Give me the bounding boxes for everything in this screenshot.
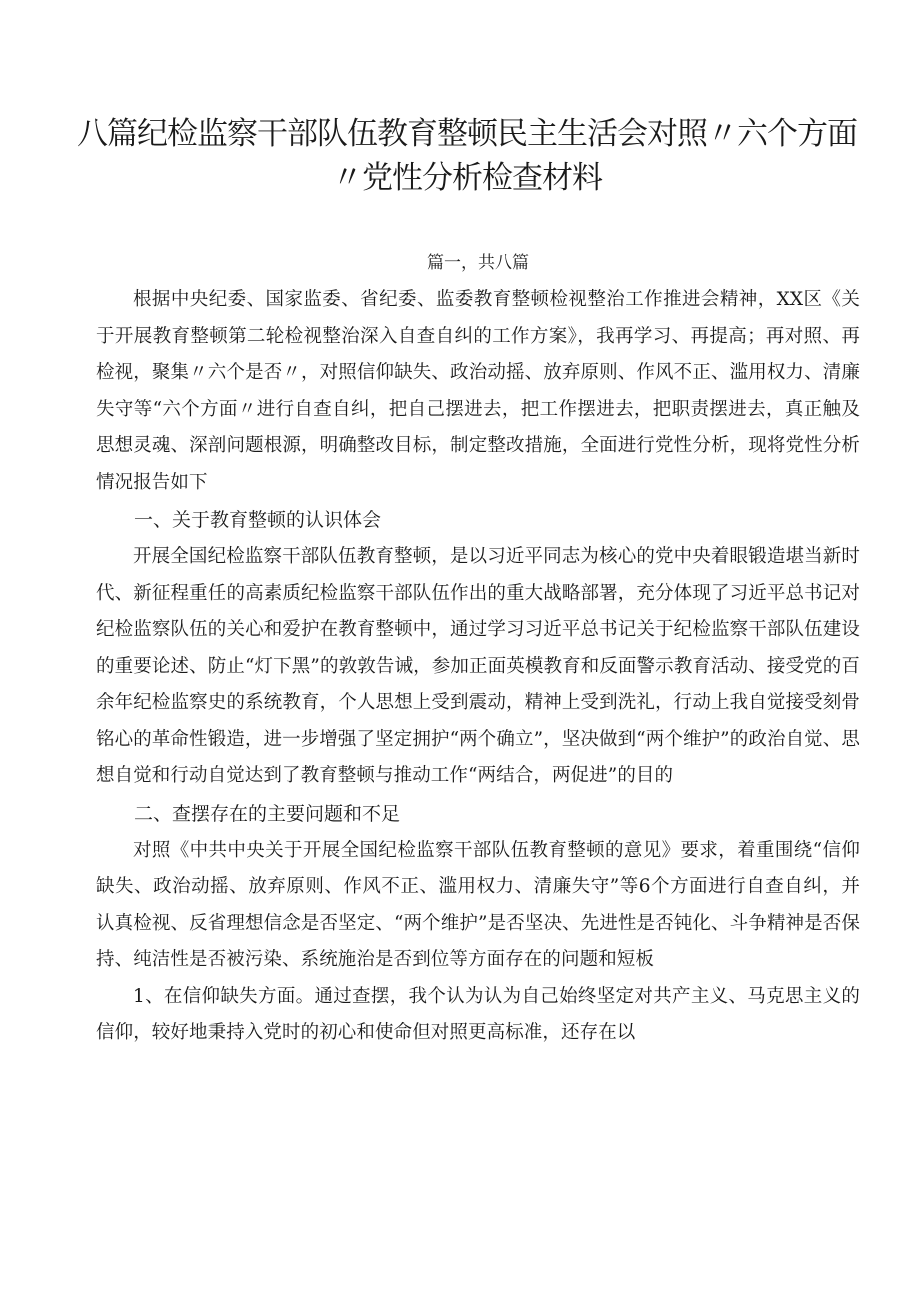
intro-paragraph: 根据中央纪委、国家监委、省纪委、监委教育整顿检视整治工作推进会精神，XX区《关于开展教育整顿第二轮检视整治深入自查自纠的工作方案》，我再学习、再提高；再对照、再检视，聚集〃六个是否〃，对照信仰缺失、政治动摇、放弃原则、作风不正、滥用权力、清廉失守等“六个方面〃进行自查自纠，把自己摆进去，把工作摆进去，把职责摆进去，真正触及思想灵魂、深剖问题根源，明确整改目标，制定整改措施，全面进行党性分析，现将党性分析情况报告如下 <box>96 289 860 493</box>
document-subtitle: 篇一，共八篇 <box>427 253 529 273</box>
section-2-paragraph: 对照《中共中央关于开展全国纪检监察干部队伍教育整顿的意见》要求，着重围绕“信仰缺失、政治动摇、放弃原则、作风不正、滥用权力、清廉失守”等6个方面进行自查自纠，并认真检视、反省理想信念是否坚定、“两个维护”是否坚决、先进性是否钝化、斗争精神是否保持、纯洁性是否被污染、系统施治是否到位等方面存在的问题和短板 <box>96 839 860 970</box>
section-heading-1: 一、关于教育整顿的认识体会 <box>134 509 382 531</box>
section-heading-2: 二、查摆存在的主要问题和不足 <box>134 802 401 825</box>
section-1-paragraph: 开展全国纪检监察干部队伍教育整顿，是以习近平同志为核心的党中央着眼锻造堪当新时代、新征程重任的高素质纪检监察干部队伍作出的重大战略部署，充分体现了习近平总书记对纪检监察队伍的关心和爱护在教育整顿中，通过学习习近平总书记关于纪检监察干部队伍建设的重要论述、防止“灯下黑”的敦敦告诫，参加正面英模教育和反面警示教育活动、接受党的百余年纪检监察史的系统教育，个人思想上受到震动，精神上受到洗礼，行动上我自觉接受刻骨铭心的革命性锻造，进一步增强了坚定拥护“两个确立”，坚决做到“两个维护”的政治自觉、思想自觉和行动自觉达到了教育整顿与推动工作“两结合，两促进”的目的 <box>96 546 860 786</box>
document-title: 八篇纪检监察干部队伍教育整顿民主生活会对照〃六个方面〃党性分析检查材料 <box>77 116 857 196</box>
section-2-item-1: 1、在信仰缺失方面。通过查摆，我个认为认为自己始终坚定对共产主义、马克思主义的信仰，较好地秉持入党时的初心和使命但对照更高标准，还存在以 <box>96 985 860 1043</box>
